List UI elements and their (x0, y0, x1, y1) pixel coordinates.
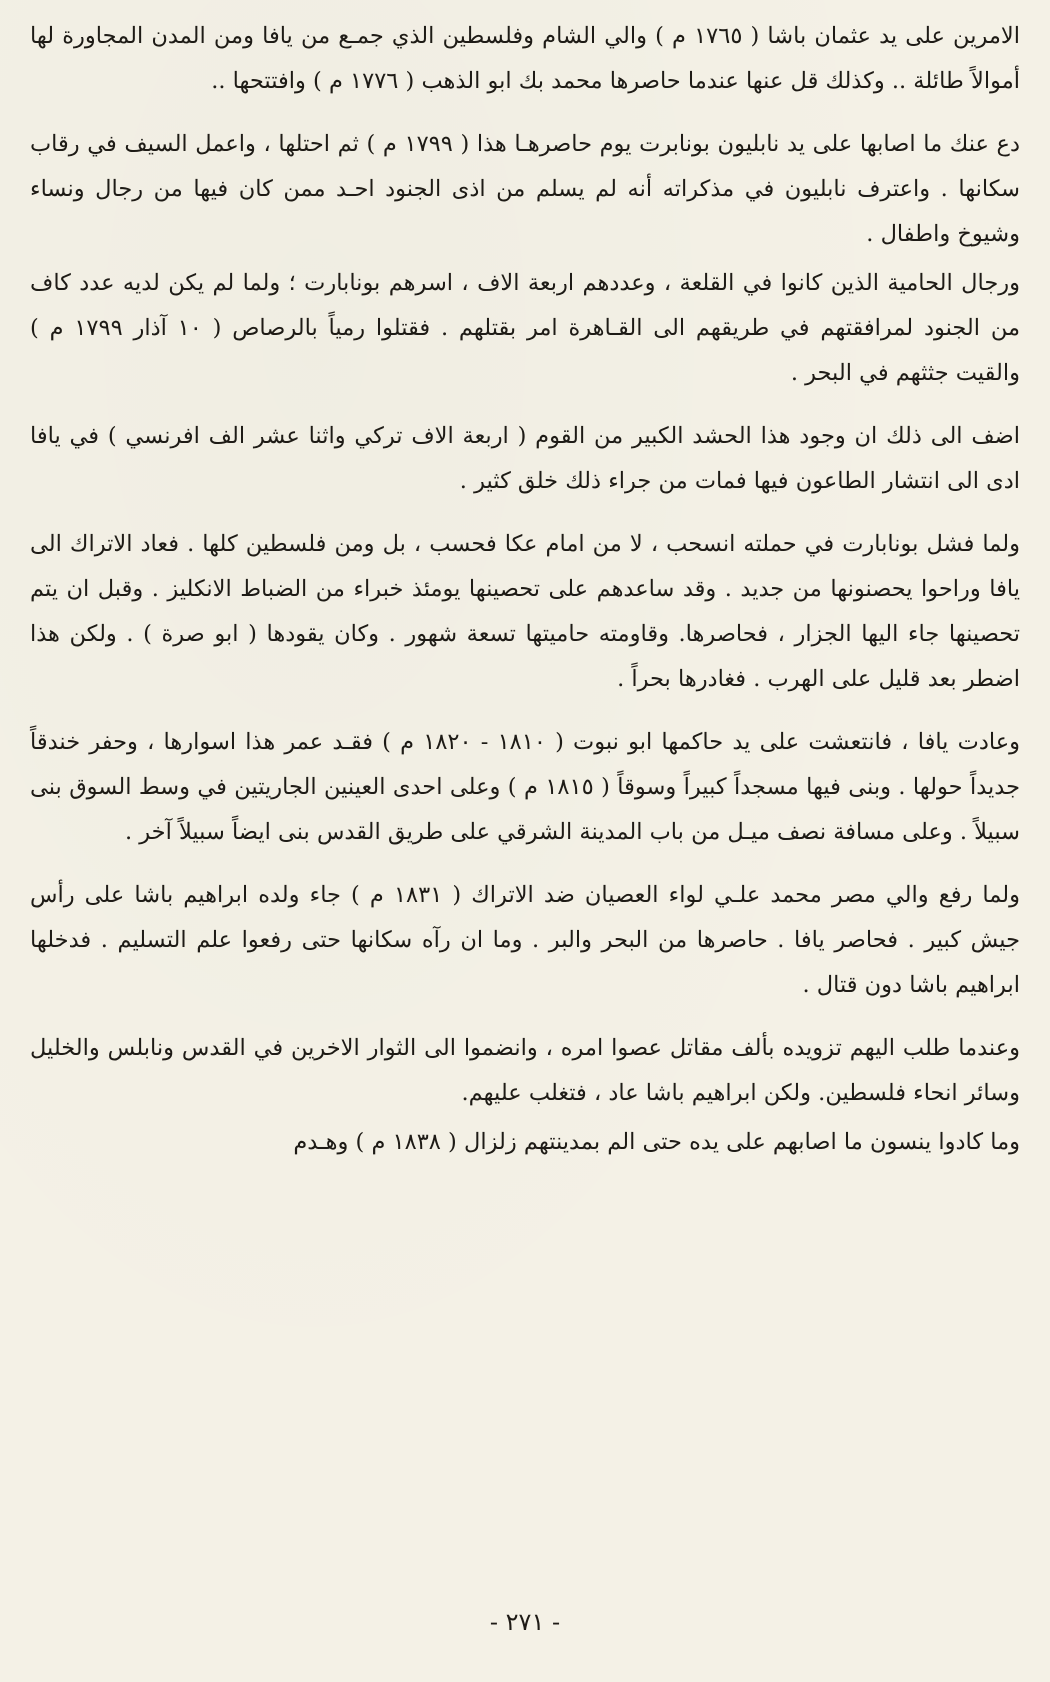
paragraph-8: وعندما طلب اليهم تزويده بألف مقاتل عصوا امره ، وانضموا الى الثوار الاخرين في القدس ونابلس والخليل وسائر انحاء فلسطين. ولكن ابراهيم باشا عاد ، فتغلب عليهم. (30, 1035, 1020, 1106)
paragraph-3: ورجال الحامية الذين كانوا في القلعة ، وعددهم اربعة الاف ، اسرهم بونابارت ؛ ولما لم يكن لديه عدد كاف من الجنود لمرافقتهم في طريقهم الى القـاهرة امر بقتلهم . فقتلوا رمياً بالرصاص ( ١٠ آذار ١٧٩٩ م ) والقيت جثثهم في البحر . (30, 270, 1020, 386)
paragraph-4: اضف الى ذلك ان وجود هذا الحشد الكبير من القوم ( اربعة الاف تركي واثنا عشر الف افرنسي ) في يافا ادى الى انتشار الطاعون فيها فمات من جراء ذلك خلق كثير . (30, 423, 1020, 494)
paragraph-5: ولما فشل بونابارت في حملته انسحب ، لا من امام عكا فحسب ، بل ومن فلسطين كلها . فعاد الاتراك الى يافا وراحوا يحصنونها من جديد . وقد ساعدهم على تحصينها يومئذ خبراء من الضباط الانكليز . وقبل ان يتم تحصينها جاء اليها الجزار ، فحاصرها. وقاومته حاميتها تسعة شهور . وكان يقودها ( ابو صرة ) . ولكن هذا اضطر بعد قليل على الهرب . فغادرها بحراً . (30, 531, 1020, 692)
paragraph-1: الامرين على يد عثمان باشا ( ١٧٦٥ م ) والي الشام وفلسطين الذي جمـع من يافا ومن المدن المجاورة لها أموالاً طائلة .. وكذلك قل عنها عندما حاصرها محمد بك ابو الذهب ( ١٧٧٦ م ) وافتتحها .. (30, 23, 1021, 94)
paragraph-7: ولما رفع والي مصر محمد علـي لواء العصيان ضد الاتراك ( ١٨٣١ م ) جاء ولده ابراهيم باشا على رأس جيش كبير . فحاصر يافا . حاصرها من البحر والبر . وما ان رآه سكانها حتى رفعوا علم التسليم . فدخلها ابراهيم باشا دون قتال . (30, 882, 1020, 998)
page-number: - ٢٧١ - (489, 1608, 561, 1636)
paragraph-6: وعادت يافا ، فانتعشت على يد حاكمها ابو نبوت ( ١٨١٠ - ١٨٢٠ م ) فقـد عمر هذا اسوارها ، وحفر خندقاً جديداً حولها . وبنى فيها مسجداً كبيراً وسوقاً ( ١٨١٥ م ) وعلى احدى العينين الجاريتين في وسط السوق بنى سبيلاً . وعلى مسافة نصف ميـل من باب المدينة الشرقي على طريق القدس بنى ايضاً سبيلاً آخر . (30, 729, 1020, 845)
paragraph-2: دع عنك ما اصابها على يد نابليون بونابرت يوم حاصرهـا هذا ( ١٧٩٩ م ) ثم احتلها ، واعمل السيف في رقاب سكانها . واعترف نابليون في مذكراته أنه لم يسلم من اذى الجنود احـد ممن كان فيها من رجال ونساء وشيوخ واطفال . (30, 131, 1020, 247)
body-text (30, 14, 1020, 1165)
paragraph-9: وما كادوا ينسون ما اصابهم على يده حتى الم بمدينتهم زلزال ( ١٨٣٨ م ) وهـدم (293, 1129, 1020, 1155)
